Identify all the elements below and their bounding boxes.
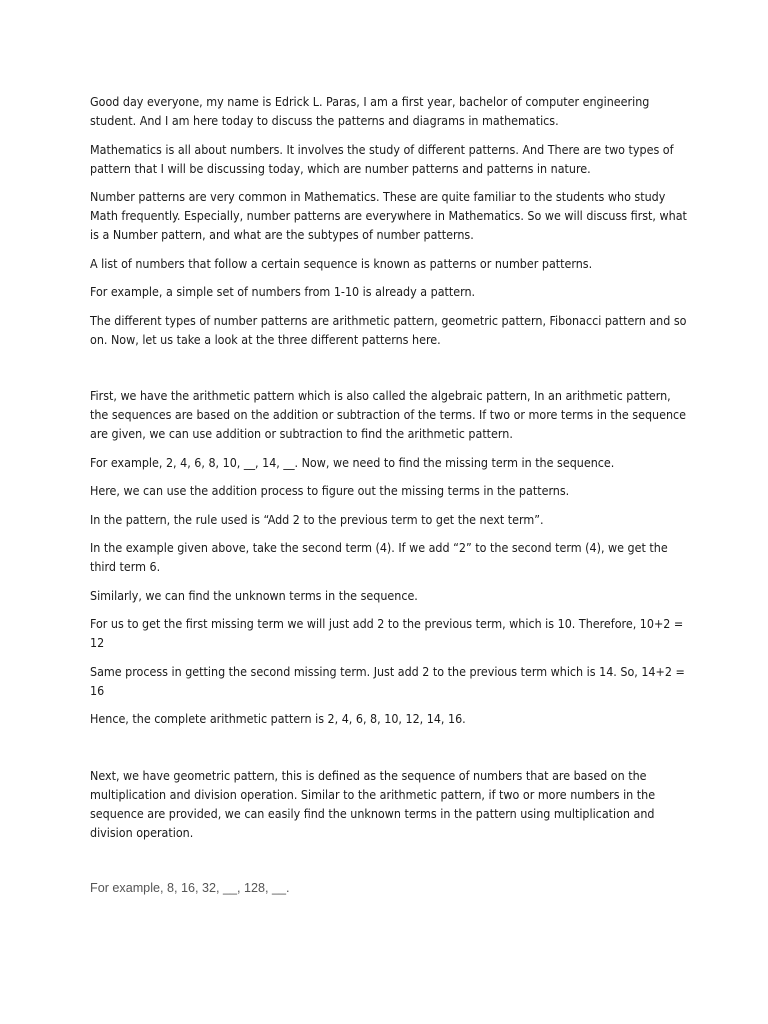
second-missing-paragraph: Same process in getting the second missing term. Just add 2 to the previous term which is 14. So, 14+2 = 16 [90,663,685,698]
geometric-intro-paragraph: Next, we have geometric pattern, this is defined as the sequence of numbers that are based on the multiplication and division operation. Similar to the arithmetic pattern, if two or more numbers in the sequence are provided, we can easily find the unknown terms in the pattern using multiplication and division operation. [90,767,656,840]
second-term-paragraph: In the example given above, take the second term (4). If we add “2” to the second term (4), we get the third term 6. [90,540,668,574]
intro-paragraph: Good day everyone, my name is Edrick L. Paras, I am a first year, bachelor of computer engineering student. And I am here today to discuss the patterns and diagrams in mathematics. [90,94,650,128]
section-gap [90,738,690,766]
similarly-paragraph: Similarly, we can find the unknown terms in the sequence. [90,587,418,603]
types-paragraph: The different types of number patterns are arithmetic pattern, geometric pattern, Fibonacci pattern and so on. Now, let us take a look at the three different patterns here. [90,312,687,347]
arithmetic-example-paragraph: For example, 2, 4, 6, 8, 10, __, 14, __. Now, we need to find the missing term in the sequence. [90,454,615,470]
document-page [90,92,690,908]
addition-process-paragraph: Here, we can use the addition process to figure out the missing terms in the patterns. [90,483,570,498]
section-gap [90,358,690,386]
mathematics-paragraph: Mathematics is all about numbers. It involves the study of different patterns. And There are two types of pattern that I will be discussing today, which are number patterns and patterns in nature. [90,141,674,176]
first-missing-paragraph: For us to get the first missing term we will just add 2 to the previous term, which is 10. Therefore, 10+2 = 12 [90,616,684,650]
number-patterns-paragraph: Number patterns are very common in Mathematics. These are quite familiar to the students who study Math frequently. Especially, number patterns are everywhere in Mathematics. So we will discuss first, what is a Number pattern, and what are the subtypes of number patterns. [90,189,687,242]
definition-paragraph: A list of numbers that follow a certain sequence is known as patterns or number patterns. [90,255,593,271]
arithmetic-intro-paragraph: First, we have the arithmetic pattern which is also called the algebraic pattern, In an arithmetic pattern, the sequences are based on the addition or subtraction of the terms. If two or more terms in the sequence are given, we can use addition or subtraction to find the arithmetic pattern. [90,388,687,441]
section-gap [90,851,690,879]
complete-pattern-paragraph: Hence, the complete arithmetic pattern is 2, 4, 6, 8, 10, 12, 14, 16. [90,711,466,726]
simple-example-paragraph: For example, a simple set of numbers from 1-10 is already a pattern. [90,284,476,299]
geometric-example-paragraph: For example, 8, 16, 32, __, 128, __. [90,881,290,895]
rule-paragraph: In the pattern, the rule used is “Add 2 to the previous term to get the next term”. [90,511,544,527]
